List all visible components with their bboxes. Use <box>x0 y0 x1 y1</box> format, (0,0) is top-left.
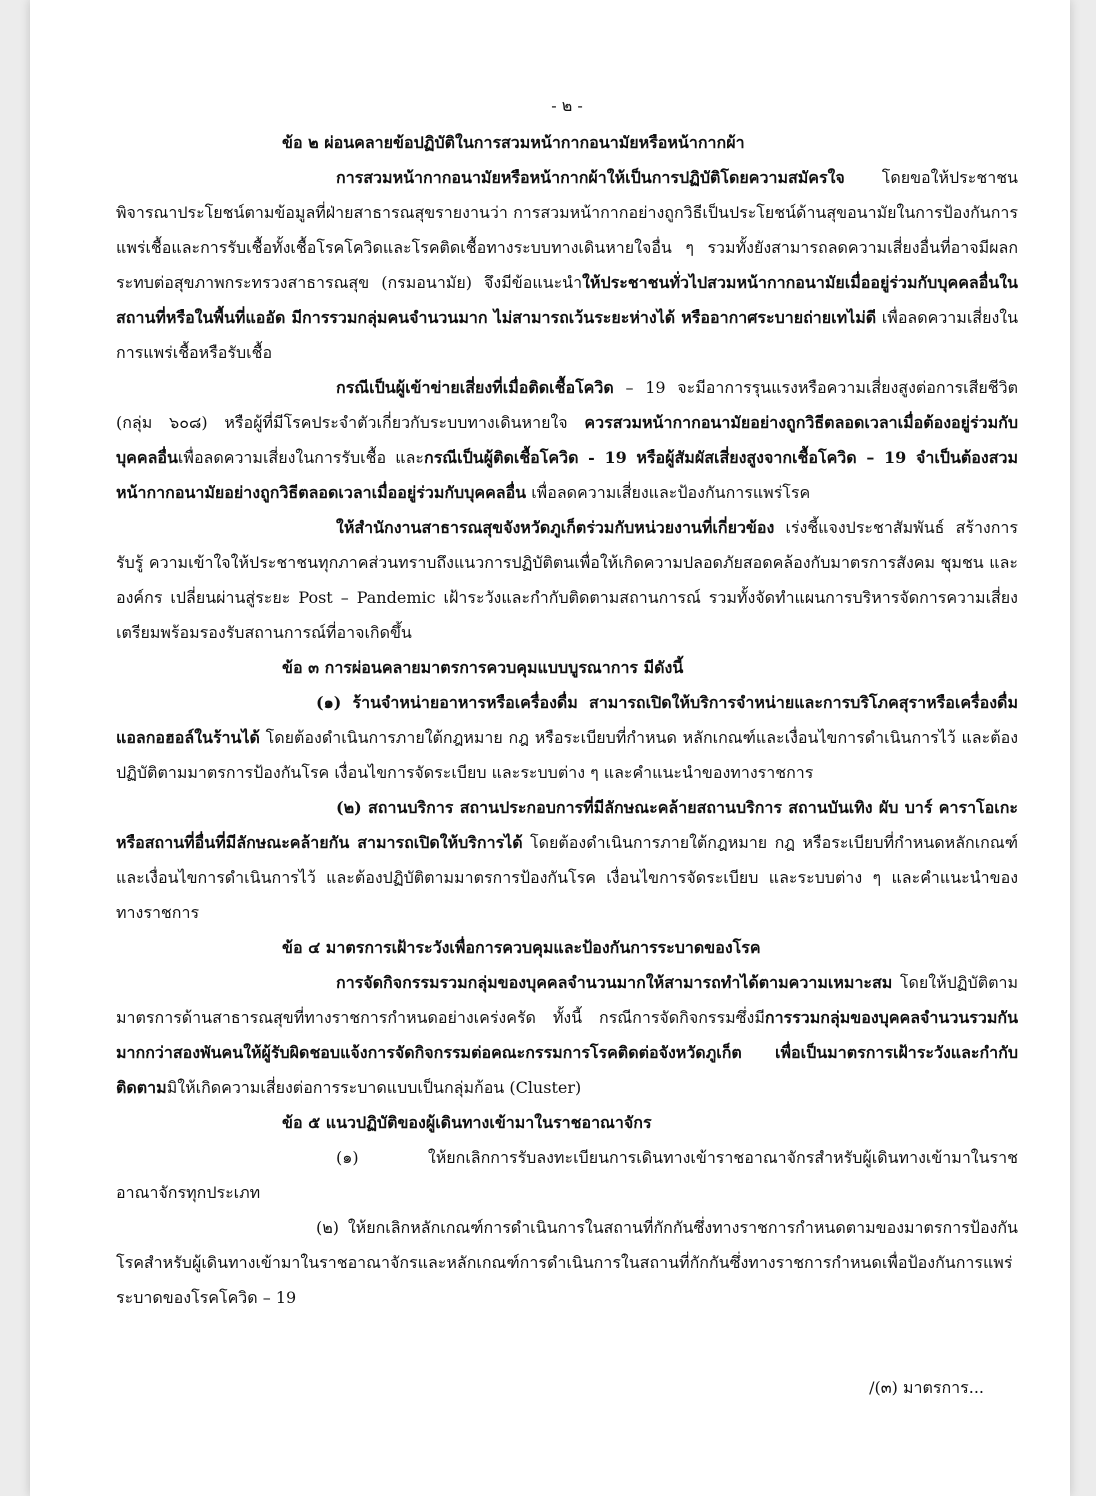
section-2-paragraph-2 <box>116 370 1018 510</box>
document-body <box>116 88 1018 1315</box>
bold-text: ให้ประชาชนทั่วไปสวมหน้ากากอนามัยเมื่ออยู่ร่วมกับบุคคลอื่นในสถานที่หรือในพื้นที่แออัด มีการรวมกลุ่มคนจำนวนมาก ไม่สามารถเว้นระยะห่างได้ หรืออากาศระบายถ่ายเทไม่ดี <box>116 273 1018 327</box>
bold-text: กรณีเป็นผู้เข้าข่ายเสี่ยงที่เมื่อติดเชื้อโควิด <box>336 378 614 397</box>
section-2-paragraph-1 <box>116 160 1018 370</box>
bold-text: การจัดกิจกรรมรวมกลุ่มของบุคคลจำนวนมากให้สามารถทำได้ตามความเหมาะสม <box>336 973 893 992</box>
section-2-heading: ข้อ ๒ ผ่อนคลายข้อปฏิบัติในการสวมหน้ากากอนามัยหรือหน้ากากผ้า <box>282 133 745 152</box>
section-5-item-2: (๒) ให้ยกเลิกหลักเกณฑ์การดำเนินการในสถานที่กักกันซึ่งทางราชการกำหนดตามของมาตรการป้องกันโรคสำหรับผู้เดินทางเข้ามาในราชอาณาจักรและหลักเกณฑ์การดำเนินการในสถานที่กักกันซึ่งทางราชการกำหนดเพื่อป้องกันการแพร่ระบาดของโรคโควิด – 19 <box>116 1218 1018 1307</box>
section-5-item-1: (๑) ให้ยกเลิกการรับลงทะเบียนการเดินทางเข้าราชอาณาจักรสำหรับผู้เดินทางเข้ามาในราชอาณาจักรทุกประเภท <box>116 1148 1018 1202</box>
bold-text: การสวมหน้ากากอนามัยหรือหน้ากากผ้าให้เป็นการปฏิบัติโดยความสมัครใจ <box>336 168 845 187</box>
bold-text: การรวมกลุ่มของบุคคลจำนวนรวมกันมากกว่าสองพันคนให้ผู้รับผิดชอบแจ้งการจัดกิจกรรมต่อคณะกรรมการโรคติดต่อจังหวัดภูเก็ต เพื่อเป็นมาตรการเฝ้าระวังและกำกับติดตาม <box>116 1008 1018 1097</box>
bold-text: (๑) ร้านจำหน่ายอาหารหรือเครื่องดื่ม สามารถเปิดให้บริการจำหน่ายและการบริโภคสุราหรือเครื่องดื่มแอลกอฮอล์ในร้านได้ <box>116 693 1018 747</box>
body-text: เพื่อลดความเสี่ยงและป้องกันการแพร่โรค <box>526 483 811 502</box>
body-text: มิให้เกิดความเสี่ยงต่อการระบาดแบบเป็นกลุ่มก้อน (Cluster) <box>166 1078 582 1097</box>
body-text: เพื่อลดความเสี่ยงในการรับเชื้อ และ <box>177 448 424 467</box>
bold-text: (๒) สถานบริการ สถานประกอบการที่มีลักษณะคล้ายสถานบริการ สถานบันเทิง ผับ บาร์ คาราโอเกะหรือสถานที่อื่นที่มีลักษณะคล้ายกัน สามารถเปิดให้บริการได้ <box>116 798 1018 852</box>
section-3-item-2 <box>116 790 1018 930</box>
continuation-note: /(๓) มาตรการ... <box>869 1378 984 1397</box>
section-3-heading: ข้อ ๓ การผ่อนคลายมาตรการควบคุมแบบบูรณาการ มีดังนี้ <box>282 658 684 677</box>
section-3-item-1 <box>116 685 1018 790</box>
section-4-heading: ข้อ ๔ มาตรการเฝ้าระวังเพื่อการควบคุมและป้องกันการระบาดของโรค <box>282 938 761 957</box>
document-page <box>30 0 1070 1496</box>
bold-text: ให้สำนักงานสาธารณสุขจังหวัดภูเก็ตร่วมกับหน่วยงานที่เกี่ยวข้อง <box>336 518 775 537</box>
bold-text: ควรสวมหน้ากากอนามัยอย่างถูกวิธีตลอดเวลาเมื่อต้องอยู่ร่วมกับบุคคลอื่น <box>116 413 1018 467</box>
body-text: โดยขอให้ประชาชนพิจารณาประโยชน์ตามข้อมูลที่ฝ่ายสาธารณสุขรายงานว่า การสวมหน้ากากอย่างถูกวิธีเป็นประโยชน์ด้านสุขอนามัยในการป้องกันการแพร่เชื้อและการรับเชื้อทั้งเชื้อโรคโควิดและโรคติดเชื้อทางระบบทางเดินหายใจอื่น ๆ รวมทั้งยังสามารถลดความเสี่ยงอื่นที่อาจมีผลกระทบต่อสุขภาพกระทรวงสาธารณสุข (กรมอนามัย) จึงมีข้อแนะนำ <box>116 168 1018 292</box>
section-4-paragraph-1 <box>116 965 1018 1105</box>
section-5-heading: ข้อ ๕ แนวปฏิบัติของผู้เดินทางเข้ามาในราชอาณาจักร <box>282 1113 652 1132</box>
body-text: เร่งชี้แจงประชาสัมพันธ์ สร้างการรับรู้ ความเข้าใจให้ประชาชนทุกภาคส่วนทราบถึงแนวการปฏิบัติตนเพื่อให้เกิดความปลอดภัยสอดคล้องกับมาตรการสังคม ชุมชน และองค์กร เปลี่ยนผ่านสู่ระยะ Post – Pandemic เฝ้าระวังและกำกับติดตามสถานการณ์ รวมทั้งจัดทำแผนการบริหารจัดการความเสี่ยงเตรียมพร้อมรองรับสถานการณ์ที่อาจเกิดขึ้น <box>116 518 1018 642</box>
body-text: เพื่อลดความเสี่ยงในการแพร่เชื้อหรือรับเชื้อ <box>116 308 1019 362</box>
bold-text: กรณีเป็นผู้ติดเชื้อโควิด - 19 หรือผู้สัมผัสเสี่ยงสูงจากเชื้อโควิด – 19 จำเป็นต้องสวมหน้ากากอนามัยอย่างถูกวิธีตลอดเวลาเมื่ออยู่ร่วมกับบุคคลอื่น <box>116 448 1018 502</box>
body-text: – 19 จะมีอาการรุนแรงหรือความเสี่ยงสูงต่อการเสียชีวิต (กลุ่ม ๖๐๘) หรือผู้ที่มีโรคประจำตัวเกี่ยวกับระบบทางเดินหายใจ <box>116 378 1018 432</box>
body-text: โดยให้ปฏิบัติตามมาตรการด้านสาธารณสุขที่ทางราชการกำหนดอย่างเคร่งครัด ทั้งนี้ กรณีการจัดกิจกรรมซึ่งมี <box>116 973 1018 1027</box>
body-text: โดยต้องดำเนินการภายใต้กฎหมาย กฎ หรือระเบียบที่กำหนด หลักเกณฑ์และเงื่อนไขการดำเนินการไว้ และต้องปฏิบัติตามมาตรการป้องกันโรค เงื่อนไขการจัดระเบียบ และระบบต่าง ๆ และคำแนะนำของทางราชการ <box>116 728 1018 782</box>
section-2-paragraph-3 <box>116 510 1018 650</box>
body-text: โดยต้องดำเนินการภายใต้กฎหมาย กฎ หรือระเบียบที่กำหนดหลักเกณฑ์และเงื่อนไขการดำเนินการไว้ และต้องปฏิบัติตามมาตรการป้องกันโรค เงื่อนไขการจัดระเบียบ และระบบต่าง ๆ และคำแนะนำของทางราชการ <box>116 833 1018 922</box>
page-number: - ๒ - <box>551 96 583 115</box>
